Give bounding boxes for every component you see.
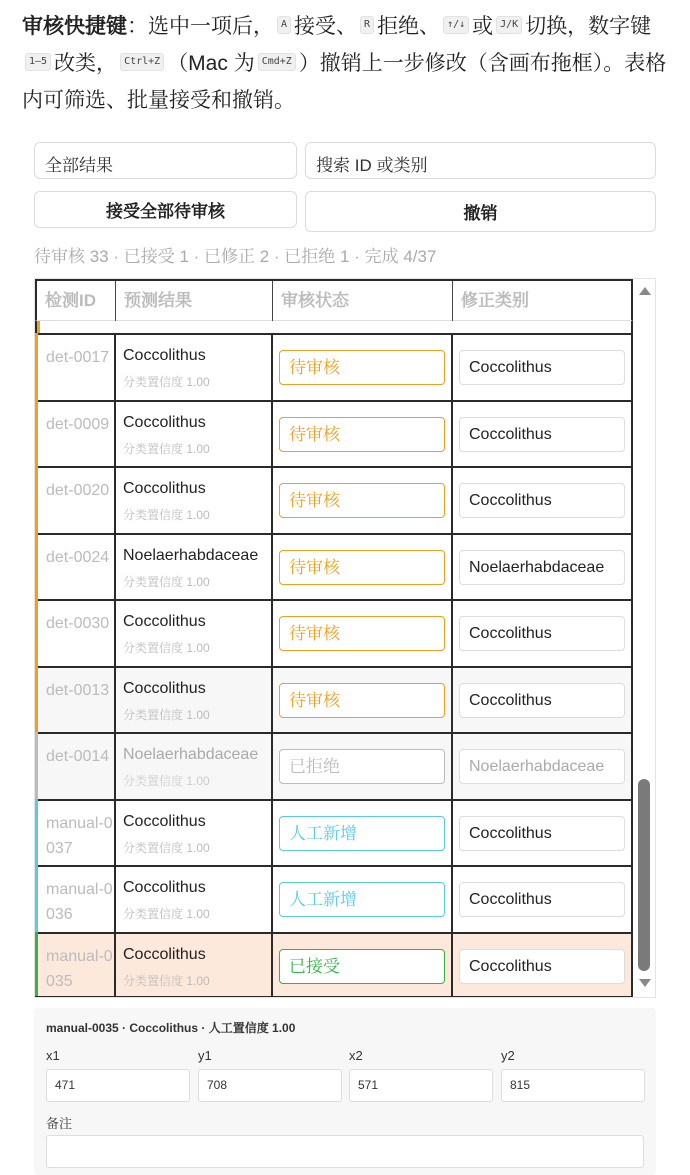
status-select[interactable]: 人工新增 bbox=[279, 816, 445, 851]
table-row[interactable] bbox=[35, 865, 633, 932]
cell-review-status bbox=[273, 934, 453, 997]
corrected-class-select[interactable]: Coccolithus bbox=[459, 483, 625, 518]
status-select[interactable]: 已拒绝 bbox=[279, 749, 445, 784]
predicted-class: Coccolithus bbox=[123, 879, 206, 896]
search-input[interactable]: 搜索 ID 或类别 bbox=[305, 142, 656, 179]
x1-field[interactable]: 471 bbox=[46, 1069, 190, 1102]
cell-review-status bbox=[273, 801, 453, 866]
status-select[interactable]: 待审核 bbox=[279, 483, 445, 518]
table-row[interactable] bbox=[35, 932, 633, 999]
corrected-class-select[interactable]: Coccolithus bbox=[459, 816, 625, 851]
x2-field[interactable]: 571 bbox=[349, 1069, 493, 1102]
confidence: 分类置信度 1.00 bbox=[123, 973, 210, 988]
table-row[interactable] bbox=[35, 533, 633, 600]
table-scrollbar[interactable] bbox=[635, 279, 655, 997]
instructions-text: 改类， bbox=[54, 52, 118, 75]
detection-id: det-0030 bbox=[46, 615, 110, 632]
confidence: 分类置信度 1.00 bbox=[123, 907, 210, 921]
x1-label: x1 bbox=[46, 1048, 60, 1063]
partial-row bbox=[35, 321, 633, 333]
cell-review-status bbox=[273, 402, 453, 467]
kbd-jk: J/K bbox=[496, 16, 522, 34]
confidence: 分类置信度 1.00 bbox=[123, 840, 210, 855]
cell-corrected-class bbox=[453, 668, 633, 733]
scroll-down-arrow-icon[interactable] bbox=[639, 979, 651, 987]
table-row[interactable] bbox=[35, 666, 633, 733]
table-row[interactable] bbox=[35, 599, 633, 666]
kbd-cmd-z: Cmd+Z bbox=[258, 53, 296, 71]
review-table bbox=[34, 278, 656, 998]
cell-detection-id bbox=[37, 535, 116, 600]
detection-id: manual-0037 bbox=[46, 814, 113, 857]
cell-corrected-class bbox=[453, 934, 633, 997]
table-row[interactable] bbox=[35, 400, 633, 467]
confidence: 分类置信度 1.00 bbox=[123, 774, 210, 788]
cell-detection-id bbox=[37, 934, 116, 997]
corrected-class-select[interactable]: Noelaerhabdaceae bbox=[459, 749, 625, 784]
kbd-reject: R bbox=[360, 16, 374, 34]
detection-id: det-0017 bbox=[46, 349, 110, 366]
instructions-text: （Mac 为 bbox=[167, 52, 255, 75]
table-row[interactable] bbox=[35, 333, 633, 400]
cell-prediction bbox=[116, 801, 273, 866]
cell-prediction bbox=[116, 601, 273, 666]
predicted-class: Coccolithus bbox=[123, 945, 206, 963]
cell-corrected-class bbox=[453, 335, 633, 400]
status-select[interactable]: 待审核 bbox=[279, 550, 445, 585]
cell-review-status bbox=[273, 734, 453, 799]
x2-label: x2 bbox=[349, 1048, 363, 1063]
corrected-class-select[interactable]: Coccolithus bbox=[459, 949, 625, 984]
corrected-class-select[interactable]: Coccolithus bbox=[459, 616, 625, 651]
corrected-class-select[interactable]: Coccolithus bbox=[459, 683, 625, 718]
table-row[interactable] bbox=[35, 466, 633, 533]
kbd-accept: A bbox=[277, 16, 291, 34]
instructions-text: 切换，数字键 bbox=[525, 15, 652, 38]
instructions-text: ：选中一项后， bbox=[127, 15, 274, 38]
instructions-text: 接受、 bbox=[294, 15, 358, 38]
cell-corrected-class bbox=[453, 535, 633, 600]
detection-id: det-0013 bbox=[46, 681, 110, 699]
status-select[interactable]: 待审核 bbox=[279, 683, 445, 718]
predicted-class: Coccolithus bbox=[123, 613, 206, 630]
cell-detection-id bbox=[37, 668, 116, 733]
instructions-text: ）撤销上一步修改（含画布拖框）。表格内可筛选、批量接受和撤销。 bbox=[22, 52, 667, 112]
scroll-thumb[interactable] bbox=[638, 779, 650, 971]
header-review-status[interactable]: 审核状态 bbox=[273, 281, 453, 321]
kbd-arrows: ↑/↓ bbox=[443, 16, 469, 34]
status-select[interactable]: 待审核 bbox=[279, 350, 445, 385]
undo-button[interactable]: 撤销 bbox=[305, 191, 656, 232]
status-select[interactable]: 待审核 bbox=[279, 417, 445, 452]
confidence: 分类置信度 1.00 bbox=[123, 441, 210, 456]
cell-prediction bbox=[116, 734, 273, 799]
instructions-title: 审核快捷键 bbox=[22, 15, 127, 38]
cell-review-status bbox=[273, 535, 453, 600]
detection-id: det-0020 bbox=[46, 482, 110, 499]
header-corrected-class[interactable]: 修正类别 bbox=[461, 291, 529, 310]
corrected-class-select[interactable]: Coccolithus bbox=[459, 417, 625, 452]
y2-field[interactable]: 815 bbox=[501, 1069, 645, 1102]
detection-id: det-0009 bbox=[46, 415, 110, 433]
header-prediction[interactable]: 预测结果 bbox=[116, 281, 273, 321]
detection-id: manual-0036 bbox=[46, 881, 113, 923]
review-summary: 待审核 33 · 已接受 1 · 已修正 2 · 已拒绝 1 · 完成 4/37 bbox=[34, 247, 437, 266]
cell-corrected-class bbox=[453, 801, 633, 866]
detection-id: manual-0035 bbox=[46, 947, 113, 990]
confidence: 分类置信度 1.00 bbox=[123, 641, 210, 655]
predicted-class: Noelaerhabdaceae bbox=[123, 746, 259, 763]
table-row[interactable] bbox=[35, 799, 633, 866]
note-field[interactable] bbox=[46, 1135, 644, 1168]
scroll-up-arrow-icon[interactable] bbox=[639, 287, 651, 295]
cell-corrected-class bbox=[453, 734, 633, 799]
cell-detection-id bbox=[37, 801, 116, 866]
predicted-class: Noelaerhabdaceae bbox=[123, 546, 259, 564]
detection-id: det-0014 bbox=[46, 748, 110, 765]
y2-label: y2 bbox=[501, 1048, 515, 1063]
predicted-class: Coccolithus bbox=[123, 347, 206, 364]
cell-detection-id bbox=[37, 867, 116, 932]
cell-review-status bbox=[273, 335, 453, 400]
cell-corrected-class bbox=[453, 468, 633, 533]
y1-field[interactable]: 708 bbox=[198, 1069, 342, 1102]
cell-prediction bbox=[116, 468, 273, 533]
cell-review-status bbox=[273, 867, 453, 932]
predicted-class: Coccolithus bbox=[123, 480, 206, 497]
status-select[interactable]: 待审核 bbox=[279, 616, 445, 651]
kbd-digits: 1–5 bbox=[25, 53, 51, 71]
cell-review-status bbox=[273, 601, 453, 666]
cell-prediction bbox=[116, 335, 273, 400]
cell-detection-id bbox=[37, 468, 116, 533]
shortcut-instructions bbox=[22, 8, 667, 119]
cell-detection-id bbox=[37, 601, 116, 666]
cell-prediction bbox=[116, 535, 273, 600]
cell-prediction bbox=[116, 934, 273, 997]
cell-detection-id bbox=[37, 335, 116, 400]
cell-prediction bbox=[116, 668, 273, 733]
corrected-class-select[interactable]: Noelaerhabdaceae bbox=[459, 550, 625, 585]
cell-prediction bbox=[116, 402, 273, 467]
cell-prediction bbox=[116, 867, 273, 932]
confidence: 分类置信度 1.00 bbox=[123, 375, 210, 389]
table-row[interactable] bbox=[35, 732, 633, 799]
row-accent bbox=[37, 321, 40, 333]
confidence: 分类置信度 1.00 bbox=[123, 707, 210, 722]
cell-detection-id bbox=[37, 734, 116, 799]
y1-label: y1 bbox=[198, 1048, 212, 1063]
cell-corrected-class bbox=[453, 601, 633, 666]
detection-id: det-0024 bbox=[46, 548, 110, 566]
instructions-text: 拒绝、 bbox=[377, 15, 441, 38]
corrected-class-select[interactable]: Coccolithus bbox=[459, 350, 625, 385]
predicted-class: Coccolithus bbox=[123, 679, 206, 697]
detail-panel bbox=[34, 1008, 656, 1175]
cell-corrected-class bbox=[453, 867, 633, 932]
note-label: 备注 bbox=[46, 1116, 73, 1131]
detail-title: manual-0035 · Coccolithus · 人工置信度 1.00 bbox=[46, 1021, 296, 1035]
status-select[interactable]: 已接受 bbox=[279, 949, 445, 984]
kbd-ctrl-z: Ctrl+Z bbox=[120, 53, 164, 71]
predicted-class: Coccolithus bbox=[123, 413, 206, 431]
table-body bbox=[35, 321, 633, 998]
cell-review-status bbox=[273, 468, 453, 533]
confidence: 分类置信度 1.00 bbox=[123, 574, 210, 589]
accept-all-pending-button[interactable]: 接受全部待审核 bbox=[34, 191, 297, 228]
cell-detection-id bbox=[37, 402, 116, 467]
cell-corrected-class bbox=[453, 402, 633, 467]
cell-review-status bbox=[273, 668, 453, 733]
instructions-text: 或 bbox=[472, 15, 494, 38]
header-detection-id[interactable]: 检测ID bbox=[37, 281, 116, 321]
confidence: 分类置信度 1.00 bbox=[123, 508, 210, 522]
corrected-class-select[interactable]: Coccolithus bbox=[459, 882, 625, 917]
table-header bbox=[35, 279, 633, 321]
status-select[interactable]: 人工新增 bbox=[279, 882, 445, 917]
predicted-class: Coccolithus bbox=[123, 812, 206, 830]
result-filter-select[interactable]: 全部结果 bbox=[34, 142, 297, 179]
